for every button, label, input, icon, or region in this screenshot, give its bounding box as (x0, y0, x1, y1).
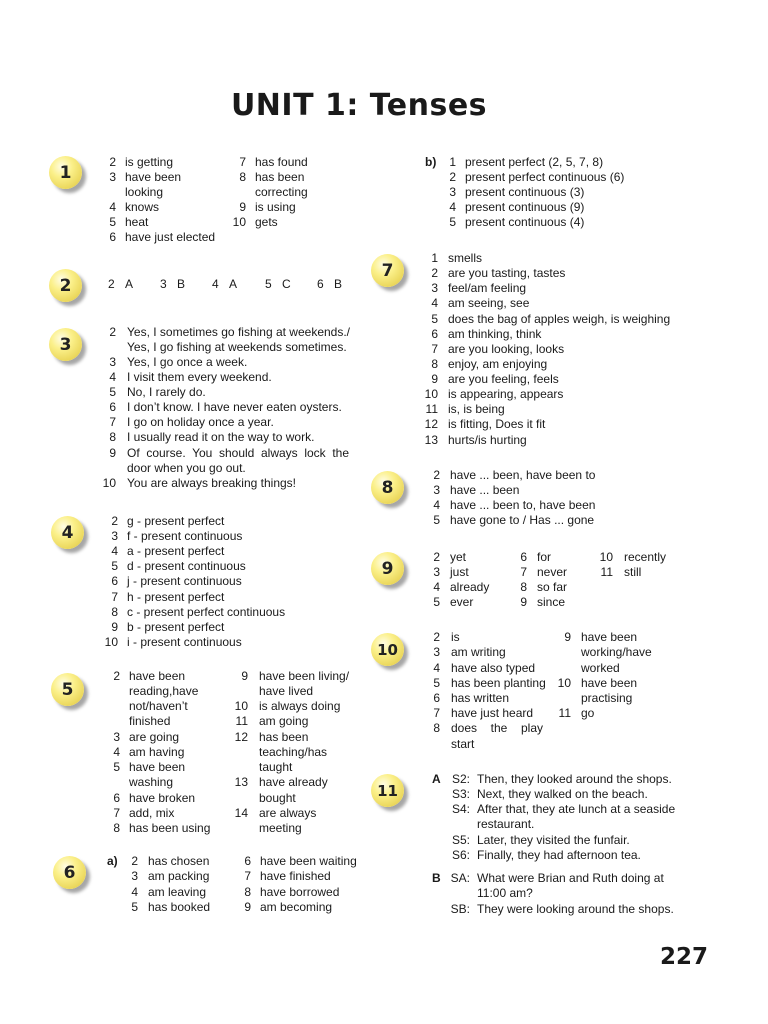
answer-text: am seeing, see (448, 296, 530, 310)
answer-text: does the play (451, 721, 543, 735)
item-number: 2 (108, 277, 115, 291)
item-number: 5 (265, 277, 272, 291)
answer-text: are always (259, 806, 317, 820)
answer-text: recently (624, 550, 667, 564)
item-number: 4 (433, 498, 440, 512)
answer-text: Of course. You should always lock the (127, 446, 349, 460)
item-number: 6 (113, 791, 120, 805)
answer-text: is appearing, appears (448, 387, 564, 401)
item-number: 2 (109, 155, 116, 169)
answer-text: I don’t know. I have never eaten oysters. (127, 400, 342, 414)
page-title: UNIT 1: Tenses (230, 88, 488, 123)
answer-text: have been waiting (260, 854, 357, 868)
item-number: 10 (104, 635, 118, 649)
item-number: 8 (433, 721, 440, 735)
answer-text: heat (125, 215, 149, 229)
item-number: 10 (424, 387, 438, 401)
answer-text: correcting (255, 185, 308, 199)
item-number: 9 (520, 595, 527, 609)
item-number: 2 (431, 266, 438, 280)
item-number: 9 (431, 372, 438, 386)
answer-text: have lived (259, 684, 314, 698)
item-number: 5 (449, 215, 456, 229)
item-number: 2 (113, 669, 120, 683)
item-number: 6 (317, 277, 324, 291)
answer-text: A (229, 277, 238, 291)
item-number: 2 (433, 468, 440, 482)
answer-text: i - present continuous (127, 635, 242, 649)
item-number: 8 (520, 580, 527, 594)
answer-text: are going (129, 730, 180, 744)
item-number: 4 (111, 544, 118, 558)
answer-text: am becoming (260, 900, 333, 914)
answer-text: present continuous (3) (465, 185, 585, 199)
item-number: 8 (113, 821, 120, 835)
item-number: 5 (431, 312, 438, 326)
answer-text: a - present perfect (127, 544, 225, 558)
item-number: 3 (109, 355, 116, 369)
answer-text: is always doing (259, 699, 341, 713)
answer-text: so far (537, 580, 568, 594)
answer-text: d - present continuous (127, 559, 246, 573)
page-number: 227 (660, 944, 709, 970)
answer-text: are you looking, looks (448, 342, 565, 356)
answer-text: have already (259, 775, 328, 789)
answer-text: never (537, 565, 568, 579)
answer-text: meeting (259, 821, 302, 835)
item-number: 2 (449, 170, 456, 184)
exercise-5-badge: 5 (51, 673, 84, 706)
answer-text: are you feeling, feels (448, 372, 559, 386)
item-number: 9 (239, 200, 246, 214)
answer-text: After that, they ate lunch at a seaside (477, 802, 676, 816)
item-number: 4 (433, 580, 440, 594)
speaker-label: S6: (451, 848, 470, 862)
exercise-11-badge: 11 (371, 774, 404, 807)
item-number: 8 (244, 885, 251, 899)
exercise-6-badge: 6 (53, 856, 86, 889)
answer-text: knows (125, 200, 160, 214)
item-number: 5 (131, 900, 138, 914)
answer-text: am going (259, 714, 309, 728)
item-number: 13 (234, 775, 248, 789)
answer-text: still (624, 565, 642, 579)
answer-text: washing (129, 775, 174, 789)
answer-text: is, is being (448, 402, 505, 416)
answer-text: taught (259, 760, 293, 774)
answer-text: has been (255, 170, 305, 184)
answer-text: restaurant. (477, 817, 535, 831)
item-number: 7 (433, 706, 440, 720)
answer-text: have broken (129, 791, 196, 805)
answer-text: has written (451, 691, 510, 705)
answer-text: am leaving (148, 885, 207, 899)
item-number: 4 (109, 200, 116, 214)
part-label: a) (107, 854, 118, 868)
answer-text: Yes, I go once a week. (127, 355, 248, 369)
item-number: 4 (433, 661, 440, 675)
item-number: 3 (111, 529, 118, 543)
item-number: 10 (102, 476, 116, 490)
answer-text: present continuous (4) (465, 215, 585, 229)
answer-text: is using (255, 200, 296, 214)
item-number: 10 (599, 550, 613, 564)
item-number: 4 (212, 277, 219, 291)
item-number: 10 (234, 699, 248, 713)
answer-text: B (334, 277, 343, 291)
part-label: B (432, 871, 441, 885)
answer-text: have been (581, 676, 638, 690)
answer-text: Finally, they had afternoon tea. (477, 848, 641, 862)
item-number: 7 (109, 415, 116, 429)
answer-text: ever (450, 595, 474, 609)
answer-text: present perfect (2, 5, 7, 8) (465, 155, 604, 169)
answer-text: for (537, 550, 552, 564)
item-number: 8 (239, 170, 246, 184)
answer-text: add, mix (129, 806, 175, 820)
answer-text: enjoy, am enjoying (448, 357, 548, 371)
answer-text: have been (125, 170, 182, 184)
item-number: 6 (109, 400, 116, 414)
item-number: 5 (433, 595, 440, 609)
item-number: 6 (109, 230, 116, 244)
speaker-label: S4: (451, 802, 470, 816)
answer-text: go (581, 706, 595, 720)
item-number: 3 (433, 565, 440, 579)
item-number: 8 (111, 605, 118, 619)
item-number: 14 (234, 806, 248, 820)
answer-text: have ... been (450, 483, 520, 497)
exercise-8-badge: 8 (371, 471, 404, 504)
answer-text: f - present continuous (127, 529, 243, 543)
part-label: b) (425, 155, 437, 169)
speaker-label: S5: (451, 833, 470, 847)
answer-text: is getting (125, 155, 174, 169)
answer-text: gets (255, 215, 278, 229)
answer-text: feel/am feeling (448, 281, 527, 295)
answer-text: have finished (260, 869, 331, 883)
item-number: 9 (109, 446, 116, 460)
answer-text: Then, they looked around the shops. (477, 772, 672, 786)
answer-text: What were Brian and Ruth doing at (477, 871, 664, 885)
answer-text: not/haven’t (129, 699, 188, 713)
answer-text: I usually read it on the way to work. (127, 430, 315, 444)
answer-text: A (125, 277, 134, 291)
answer-text: are you tasting, tastes (448, 266, 566, 280)
answer-text: am packing (148, 869, 210, 883)
item-number: 4 (131, 885, 138, 899)
answer-text: have been living/ (259, 669, 350, 683)
answer-text: have just elected (125, 230, 216, 244)
item-number: 9 (111, 620, 118, 634)
item-number: 10 (557, 676, 571, 690)
item-number: 5 (109, 385, 116, 399)
answer-text: B (177, 277, 186, 291)
item-number: 4 (113, 745, 120, 759)
answer-text: have ... been to, have been (450, 498, 596, 512)
answer-text: has booked (148, 900, 211, 914)
answer-text: already (450, 580, 490, 594)
item-number: 11 (600, 565, 613, 579)
answer-text: yet (450, 550, 467, 564)
item-number: 8 (431, 357, 438, 371)
answer-text: present continuous (9) (465, 200, 585, 214)
item-number: 3 (109, 170, 116, 184)
answer-text: Next, they walked on the beach. (477, 787, 648, 801)
item-number: 2 (433, 550, 440, 564)
answer-text: have been (129, 669, 186, 683)
exercise-3-badge: 3 (49, 328, 82, 361)
item-number: 1 (431, 251, 438, 265)
exercise-2-badge: 2 (49, 269, 82, 302)
answer-text: have just heard (451, 706, 534, 720)
exercise-7-badge: 7 (371, 254, 404, 287)
item-number: 13 (424, 433, 438, 447)
item-number: 6 (433, 691, 440, 705)
item-number: 3 (160, 277, 167, 291)
item-number: 6 (431, 327, 438, 341)
answer-text: Yes, I sometimes go fishing at weekends./ (127, 325, 351, 339)
answer-text: has been using (129, 821, 211, 835)
answer-text: has found (255, 155, 308, 169)
item-number: 11 (558, 706, 571, 720)
answer-text: have borrowed (260, 885, 340, 899)
answer-text: have been (129, 760, 186, 774)
answer-text: is (451, 630, 460, 644)
answer-text: start (451, 737, 475, 751)
answer-text: worked (581, 661, 620, 675)
answer-text: I go on holiday once a year. (127, 415, 274, 429)
item-number: 7 (113, 806, 120, 820)
answer-text: have ... been, have been to (450, 468, 596, 482)
item-number: 7 (431, 342, 438, 356)
answer-text: c - present perfect continuous (127, 605, 286, 619)
item-number: 10 (232, 215, 246, 229)
item-number: 5 (433, 513, 440, 527)
answer-text: working/have (581, 645, 652, 659)
speaker-label: SB: (450, 902, 470, 916)
item-number: 2 (111, 514, 118, 528)
speaker-label: SA: (450, 871, 470, 885)
exercise-4-badge: 4 (51, 516, 84, 549)
answer-text: hurts/is hurting (448, 433, 527, 447)
answer-text: am thinking, think (448, 327, 542, 341)
answer-text: since (537, 595, 566, 609)
item-number: 7 (520, 565, 527, 579)
answer-text: present perfect continuous (6) (465, 170, 625, 184)
answer-text: They were looking around the shops. (477, 902, 674, 916)
item-number: 5 (111, 559, 118, 573)
answer-text: 11:00 am? (477, 886, 533, 900)
item-number: 5 (113, 760, 120, 774)
answer-text: You are always breaking things! (127, 476, 296, 490)
answer-text: Later, they visited the funfair. (477, 833, 630, 847)
answer-text: does the bag of apples weigh, is weighing (448, 312, 671, 326)
answer-text: just (450, 565, 469, 579)
answer-text: has been planting (451, 676, 546, 690)
item-number: 5 (109, 215, 116, 229)
answer-text: reading,have (129, 684, 199, 698)
answer-text: have gone to / Has ... gone (450, 513, 595, 527)
answer-text: have been (581, 630, 638, 644)
item-number: 3 (433, 483, 440, 497)
exercise-9-badge: 9 (371, 552, 404, 585)
answer-text: bought (259, 791, 296, 805)
answer-text: I visit them every weekend. (127, 370, 272, 384)
answer-text: smells (448, 251, 483, 265)
answer-text: is fitting, Does it fit (448, 417, 546, 431)
item-number: 12 (234, 730, 248, 744)
item-number: 3 (431, 281, 438, 295)
item-number: 9 (244, 900, 251, 914)
item-number: 7 (244, 869, 251, 883)
item-number: 6 (520, 550, 527, 564)
item-number: 11 (235, 714, 248, 728)
answer-text: teaching/has (259, 745, 328, 759)
item-number: 6 (111, 574, 118, 588)
item-number: 3 (131, 869, 138, 883)
item-number: 7 (111, 590, 118, 604)
item-number: 5 (433, 676, 440, 690)
answer-text: am having (129, 745, 185, 759)
part-label: A (432, 772, 441, 786)
item-number: 2 (131, 854, 138, 868)
answer-text: am writing (451, 645, 506, 659)
item-number: 3 (433, 645, 440, 659)
answer-text: looking (125, 185, 164, 199)
item-number: 4 (431, 296, 438, 310)
answer-text: practising (581, 691, 633, 705)
answer-text: Yes, I go fishing at weekends sometimes. (127, 340, 347, 354)
item-number: 4 (109, 370, 116, 384)
answer-text: h - present perfect (127, 590, 225, 604)
item-number: 8 (109, 430, 116, 444)
answer-text: g - present perfect (127, 514, 225, 528)
item-number: 7 (239, 155, 246, 169)
item-number: 11 (425, 402, 438, 416)
exercise-1-badge: 1 (49, 156, 82, 189)
answer-text: j - present continuous (127, 574, 242, 588)
item-number: 3 (449, 185, 456, 199)
answer-text: finished (129, 714, 171, 728)
item-number: 9 (241, 669, 248, 683)
answer-text: has been (259, 730, 309, 744)
item-number: 2 (433, 630, 440, 644)
item-number: 6 (244, 854, 251, 868)
item-number: 1 (449, 155, 456, 169)
answer-text: No, I rarely do. (127, 385, 206, 399)
answer-text: C (282, 277, 291, 291)
item-number: 2 (109, 325, 116, 339)
answer-text: has chosen (148, 854, 210, 868)
item-number: 9 (564, 630, 571, 644)
item-number: 12 (424, 417, 438, 431)
exercise-10-badge: 10 (371, 633, 404, 666)
speaker-label: S3: (451, 787, 470, 801)
item-number: 4 (449, 200, 456, 214)
answer-text: b - present perfect (127, 620, 225, 634)
answer-text: have also typed (451, 661, 536, 675)
item-number: 3 (113, 730, 120, 744)
speaker-label: S2: (451, 772, 470, 786)
answer-text: door when you go out. (127, 461, 246, 475)
